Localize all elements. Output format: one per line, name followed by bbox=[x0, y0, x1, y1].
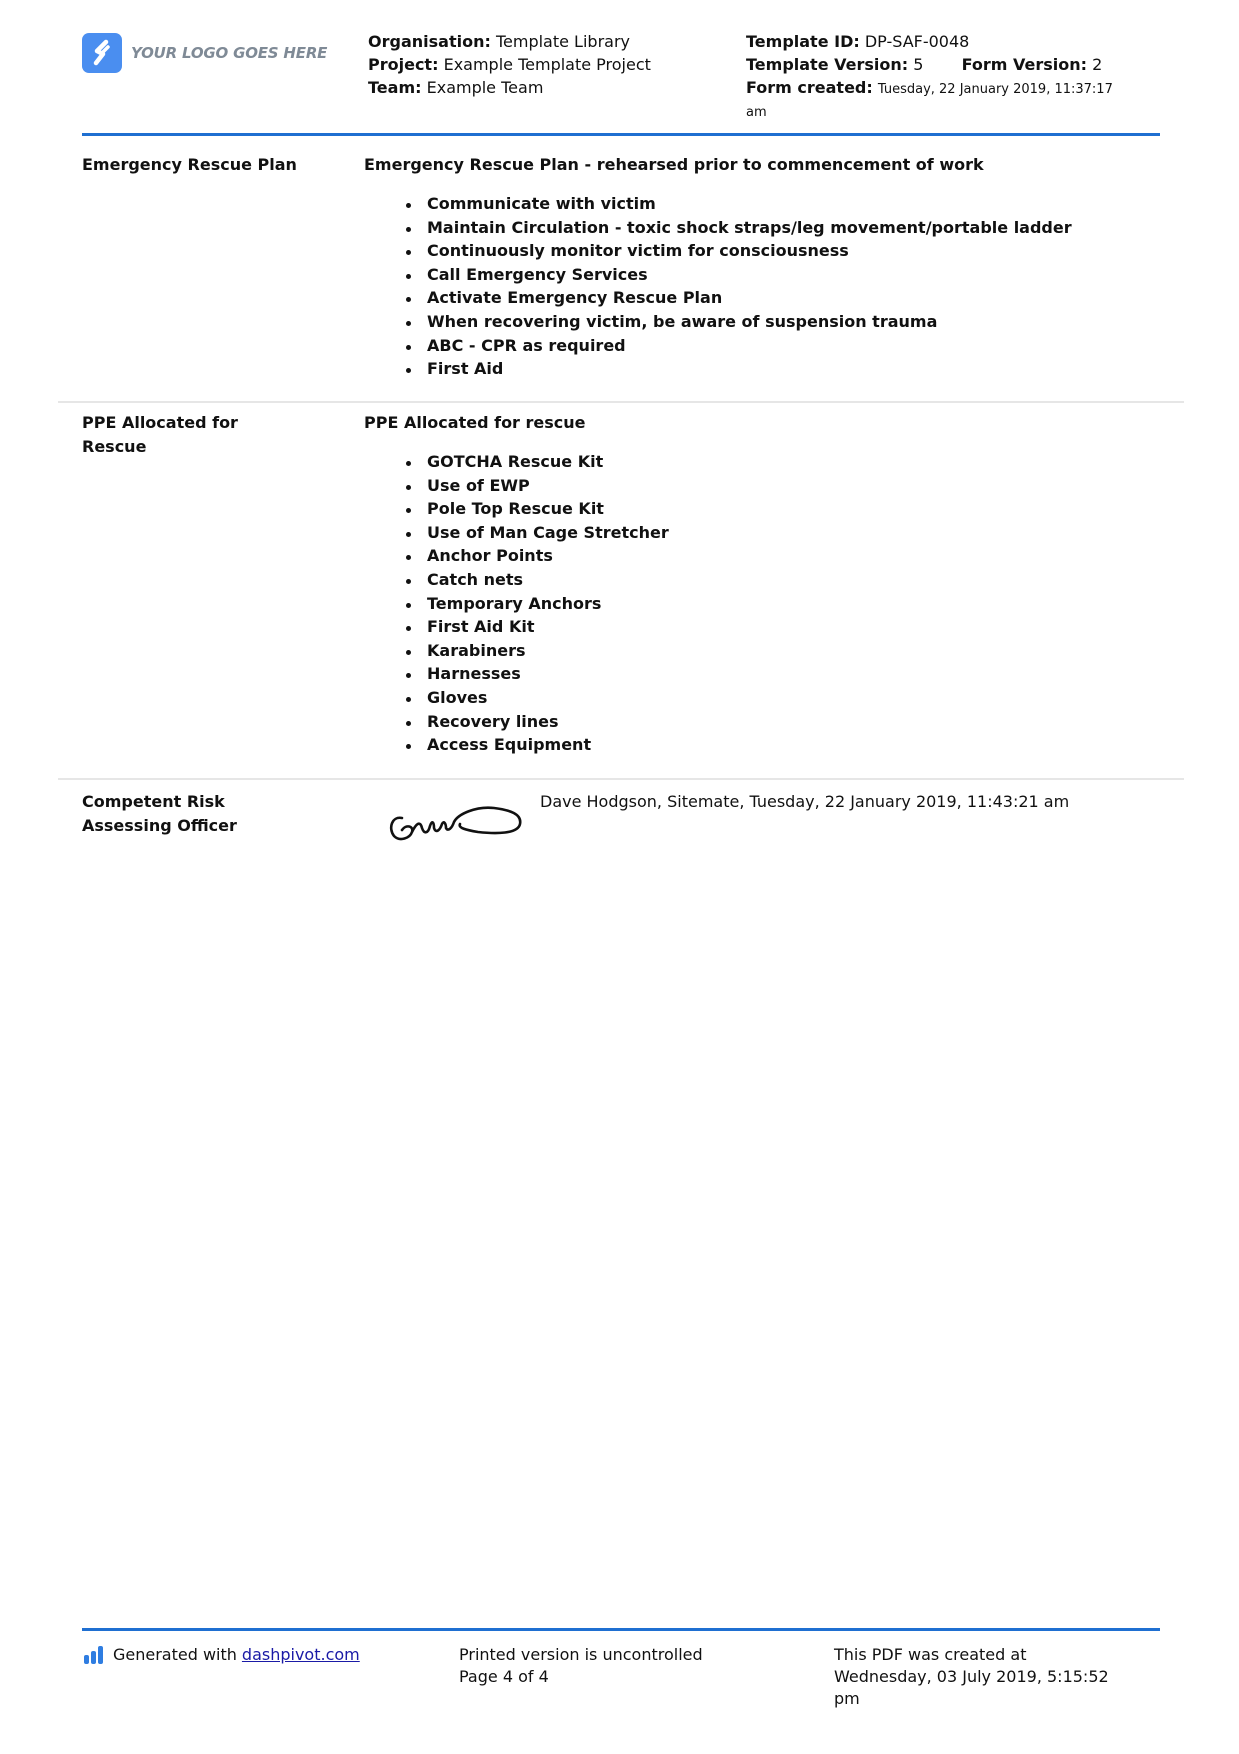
created-line: pm bbox=[834, 1689, 860, 1708]
generated-prefix: Generated with bbox=[113, 1645, 237, 1664]
form-created-label: Form created: bbox=[746, 78, 873, 97]
document-header bbox=[82, 30, 1160, 130]
form-version-label: Form Version: bbox=[961, 55, 1088, 74]
section-officer bbox=[58, 790, 1184, 860]
list-item: Gloves bbox=[404, 686, 1164, 710]
list-item: When recovering victim, be aware of suspension trauma bbox=[404, 310, 1164, 334]
form-created-value: Tuesday, 22 January 2019, 11:37:17 bbox=[877, 82, 1113, 97]
section-rescue-plan bbox=[58, 153, 1184, 393]
footer-print-info bbox=[459, 1644, 789, 1688]
page-number: Page 4 of 4 bbox=[459, 1667, 549, 1686]
project-value: Example Template Project bbox=[443, 55, 651, 74]
version-line bbox=[746, 53, 1166, 76]
team-line bbox=[368, 76, 738, 99]
team-label: Team: bbox=[368, 78, 422, 97]
template-version-value: 5 bbox=[913, 55, 924, 74]
organisation-line bbox=[368, 30, 738, 53]
list-item: Access Equipment bbox=[404, 733, 1164, 757]
footer-divider bbox=[82, 1628, 1160, 1631]
list-item: Catch nets bbox=[404, 568, 1164, 592]
section-label-line: Rescue bbox=[82, 437, 147, 456]
footer-generated bbox=[84, 1644, 360, 1666]
section-label-line: PPE Allocated for bbox=[82, 413, 238, 432]
header-divider bbox=[82, 133, 1160, 136]
company-logo bbox=[82, 33, 327, 73]
section-body bbox=[364, 153, 1164, 381]
ppe-list bbox=[364, 450, 1164, 757]
list-item: First Aid bbox=[404, 357, 1164, 381]
list-item: Call Emergency Services bbox=[404, 263, 1164, 287]
template-id-label: Template ID: bbox=[746, 32, 860, 51]
list-item: Use of Man Cage Stretcher bbox=[404, 521, 1164, 545]
row-divider bbox=[58, 401, 1184, 403]
organisation-label: Organisation: bbox=[368, 32, 491, 51]
list-item: First Aid Kit bbox=[404, 615, 1164, 639]
header-meta-template bbox=[746, 30, 1166, 124]
section-body bbox=[364, 411, 1164, 757]
list-item: Maintain Circulation - toxic shock straps/leg movement/portable ladder bbox=[404, 216, 1164, 240]
section-label-line: Competent Risk bbox=[82, 792, 225, 811]
list-item: Pole Top Rescue Kit bbox=[404, 497, 1164, 521]
uncontrolled-notice: Printed version is uncontrolled bbox=[459, 1645, 703, 1664]
list-item: Karabiners bbox=[404, 639, 1164, 663]
list-item: Continuously monitor victim for consciousness bbox=[404, 239, 1164, 263]
header-meta-project bbox=[368, 30, 738, 99]
list-item: Temporary Anchors bbox=[404, 592, 1164, 616]
list-item: Harnesses bbox=[404, 662, 1164, 686]
template-id-value: DP-SAF-0048 bbox=[864, 32, 970, 51]
form-created-line bbox=[746, 76, 1166, 101]
bar-chart-icon bbox=[84, 1646, 106, 1664]
list-item: GOTCHA Rescue Kit bbox=[404, 450, 1164, 474]
footer-created bbox=[834, 1644, 1154, 1710]
section-label bbox=[82, 790, 322, 838]
organisation-value: Template Library bbox=[495, 32, 630, 51]
row-divider bbox=[58, 778, 1184, 780]
section-title: Emergency Rescue Plan - rehearsed prior to commencement of work bbox=[364, 155, 984, 174]
list-item: Use of EWP bbox=[404, 474, 1164, 498]
project-label: Project: bbox=[368, 55, 439, 74]
project-line bbox=[368, 53, 738, 76]
dashpivot-link[interactable]: dashpivot.com bbox=[241, 1645, 360, 1664]
created-line: This PDF was created at bbox=[834, 1645, 1027, 1664]
rescue-plan-list bbox=[364, 192, 1164, 381]
section-title: PPE Allocated for rescue bbox=[364, 413, 586, 432]
template-version-label: Template Version: bbox=[746, 55, 909, 74]
list-item: Activate Emergency Rescue Plan bbox=[404, 286, 1164, 310]
form-created-value-cont: am bbox=[746, 105, 767, 120]
list-item: Anchor Points bbox=[404, 544, 1164, 568]
list-item: Communicate with victim bbox=[404, 192, 1164, 216]
list-item: ABC - CPR as required bbox=[404, 334, 1164, 358]
signature-image bbox=[386, 794, 526, 844]
section-label-line: Assessing Officer bbox=[82, 816, 237, 835]
section-label: Emergency Rescue Plan bbox=[82, 155, 297, 174]
list-item: Recovery lines bbox=[404, 710, 1164, 734]
section-label bbox=[82, 411, 322, 459]
logo-text: YOUR LOGO GOES HERE bbox=[131, 44, 328, 62]
logo-icon bbox=[82, 33, 122, 73]
form-version-value: 2 bbox=[1092, 55, 1103, 74]
team-value: Example Team bbox=[426, 78, 544, 97]
template-id-line bbox=[746, 30, 1166, 53]
signature-details: Dave Hodgson, Sitemate, Tuesday, 22 January 2019, 11:43:21 am bbox=[540, 792, 1070, 811]
created-line: Wednesday, 03 July 2019, 5:15:52 bbox=[834, 1667, 1109, 1686]
section-ppe bbox=[58, 411, 1184, 771]
